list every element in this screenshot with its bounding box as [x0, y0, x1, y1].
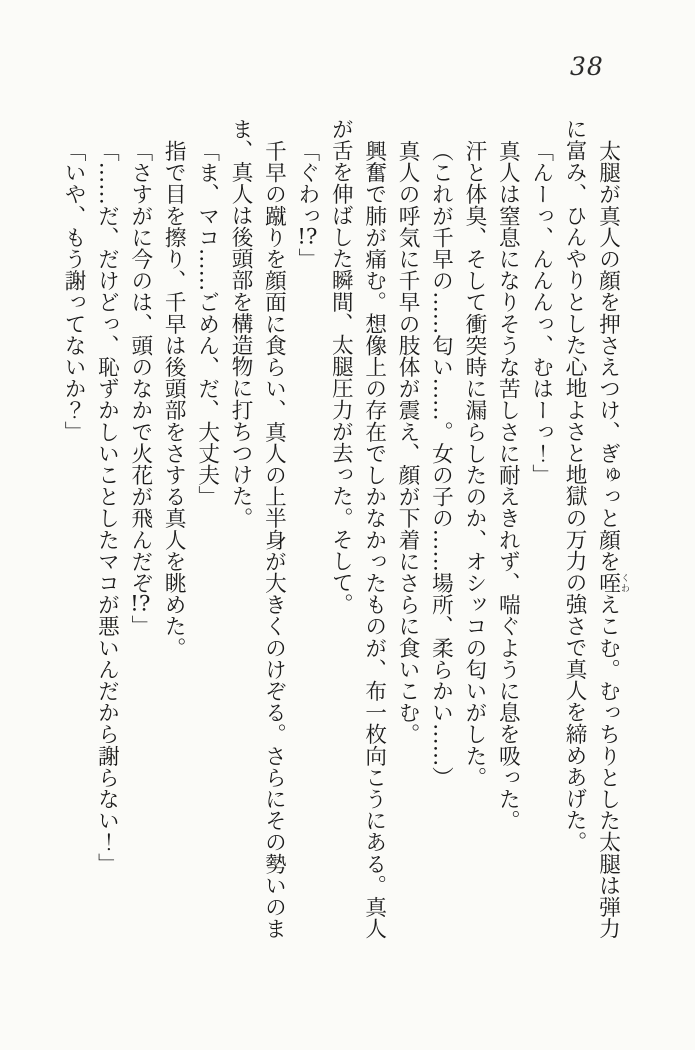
- text-line: 「ま、マコ……ごめん、だ、大丈夫」: [194, 139, 220, 507]
- text-line: 「ぐわっ!?」: [294, 139, 320, 270]
- text-area: [57, 118, 629, 958]
- text-line: 指で目を擦り、千早は後頭部をさする真人を眺めた。: [161, 139, 187, 658]
- text-line: 興奮で肺が痛む。想像上の存在でしかなかったものが、布一枚向こうにある。真人: [361, 139, 387, 939]
- tate-chu-yoko: !?: [130, 593, 151, 615]
- text-line: に富み、ひんやりとした心地よさと地獄の万力の強さで真人を締めあげた。: [562, 118, 588, 853]
- text-line: 「……だ、だけどっ、恥ずかしいことしたマコが悪いんだから謝らない！」: [94, 139, 120, 874]
- text-line: 汗と体臭、そして衝突時に漏らしたのか、オシッコの匂いがした。: [461, 139, 487, 788]
- text-line: 千早の蹴りを顔面に食らい、真人の上半身が大きくのけぞる。さらにその勢いのま: [261, 139, 287, 939]
- text-line: ま、真人は後頭部を構造物に打ちつけた。: [228, 118, 254, 529]
- text-line: （これが千早の……匂い……。女の子の……場所、柔らかい……）: [428, 139, 454, 788]
- ruby-annotated-kanji: 咥くわ: [595, 571, 629, 594]
- text-line: 「さすがに今のは、頭のなかで火花が飛んだぞ!?」: [127, 139, 153, 637]
- tate-chu-yoko: !?: [297, 226, 318, 248]
- text-line: 太腿が真人の顔を押さえつけ、ぎゅっと顔を咥くわえこむ。むっちりとした太腿は弾力: [595, 139, 629, 939]
- text-line: 真人は窒息になりそうな苦しさに耐えきれず、喘ぐように息を吸った。: [495, 139, 521, 831]
- text-line: 「んーっ、んんんっ、むはーっ！」: [528, 139, 554, 486]
- text-line: 真人の呼気に千早の肢体が震え、顔が下着にさらに食いこむ。: [395, 139, 421, 745]
- text-line: が舌を伸ばした瞬間、太腿圧力が去った。そして。: [328, 118, 354, 615]
- page-number: 38: [570, 52, 604, 81]
- text-line: 「いや、もう謝ってないか？」: [61, 139, 86, 442]
